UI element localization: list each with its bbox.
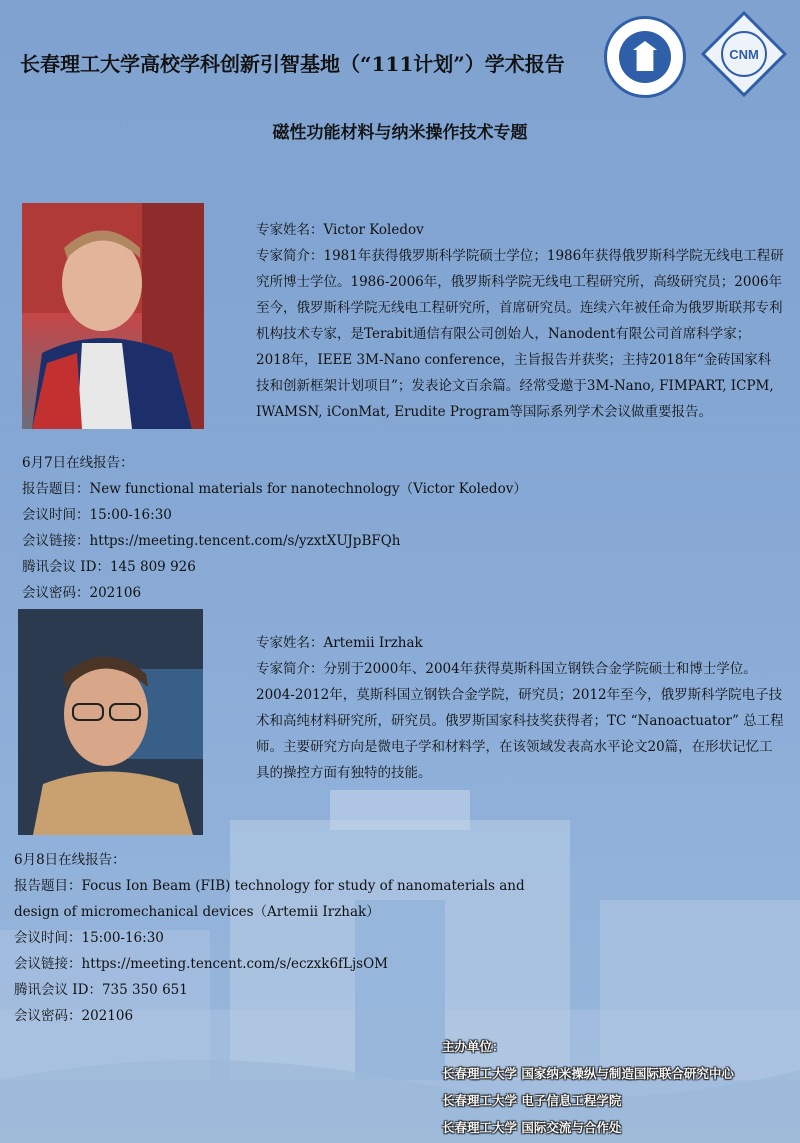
speaker-photo-artemii-irzhak — [18, 609, 203, 835]
organizer-item: 长春理工大学 电子信息工程学院 — [442, 1093, 622, 1108]
speaker-2-intro: 专家简介：分别于2000年、2004年获得莫斯科国立钢铁合金学院硕士和博士学位。2004-2012年，莫斯科国立钢铁合金学院，研究员；2012年至今，俄罗斯科学院电子技术和高纯材料研究所，研究员。俄罗斯国家科技奖获得者；TC “Nanoactuator” 总工程师。主要研究方向是微电子学和材料学，在该领域发表高水平论文20篇，在形状记忆工具的操控方面有独特的技能。 — [256, 661, 784, 781]
speaker-2-name: 专家姓名：Artemii Irzhak — [256, 635, 423, 651]
talk-2-title: 报告题目：Focus Ion Beam (FIB) technology for study of nanomaterials and design of micromechanical devices（Artemii Irzhak） — [14, 878, 525, 920]
page-title: 长春理工大学高校学科创新引智基地（“111计划”）学术报告 — [20, 52, 565, 76]
organizer-item: 长春理工大学 国家纳米操纵与制造国际联合研究中心 — [442, 1066, 734, 1081]
talk-2-password: 会议密码：202106 — [14, 1008, 134, 1024]
talk-1-meeting-id: 腾讯会议 ID：145 809 926 — [22, 559, 196, 575]
talk-2-link[interactable]: 会议链接：https://meeting.tencent.com/s/eczxk6fLjsOM — [14, 956, 389, 972]
speaker-1-bio — [256, 217, 784, 425]
talk-2-info — [14, 847, 574, 1029]
organizers-block — [442, 1033, 800, 1141]
talk-2-date: 6月8日在线报告： — [14, 852, 126, 868]
talk-1-password: 会议密码：202106 — [22, 585, 142, 601]
speaker-1-name: 专家姓名：Victor Koledov — [256, 222, 424, 238]
talk-1-time: 会议时间：15:00-16:30 — [22, 507, 172, 523]
talk-1-info — [22, 450, 782, 606]
speaker-1-intro: 专家简介：1981年获得俄罗斯科学院硕士学位；1986年获得俄罗斯科学院无线电工程研究所博士学位。1986-2006年，俄罗斯科学院无线电工程研究所，高级研究员；2006年至今，俄罗斯科学院无线电工程研究所，首席研究员。连续六年被任命为俄罗斯联邦专利机构技术专家，是Terabit通信有限公司创始人，Nanodent有限公司首席科学家；2018年，IEEE 3M-Nano conference，主旨报告并获奖；主持2018年“金砖国家科技和创新框架计划项目”；发表论文百余篇。经常受邀于3M-Nano, FIMPART, ICPM, IWAMSN, iConMat, Erudite Program等国际系列学术会议做重要报告。 — [256, 248, 784, 420]
speaker-2-bio — [256, 630, 784, 786]
page-subtitle: 磁性功能材料与纳米操作技术专题 — [272, 123, 528, 143]
talk-2-meeting-id: 腾讯会议 ID：735 350 651 — [14, 982, 188, 998]
talk-2-time: 会议时间：15:00-16:30 — [14, 930, 164, 946]
talk-1-title: 报告题目：New functional materials for nanotechnology（Victor Koledov） — [22, 481, 527, 497]
organizer-item: 长春理工大学 国际交流与合作处 — [442, 1120, 622, 1135]
talk-1-date: 6月7日在线报告： — [22, 455, 134, 471]
talk-1-link[interactable]: 会议链接：https://meeting.tencent.com/s/yzxtXUJpBFQh — [22, 533, 401, 549]
organizers-heading: 主办单位： — [442, 1039, 505, 1054]
cnm-logo — [700, 10, 788, 98]
speaker-photo-victor-koledov — [22, 203, 204, 429]
university-logo — [604, 16, 686, 98]
cnm-logo-text: CNM — [729, 47, 759, 62]
